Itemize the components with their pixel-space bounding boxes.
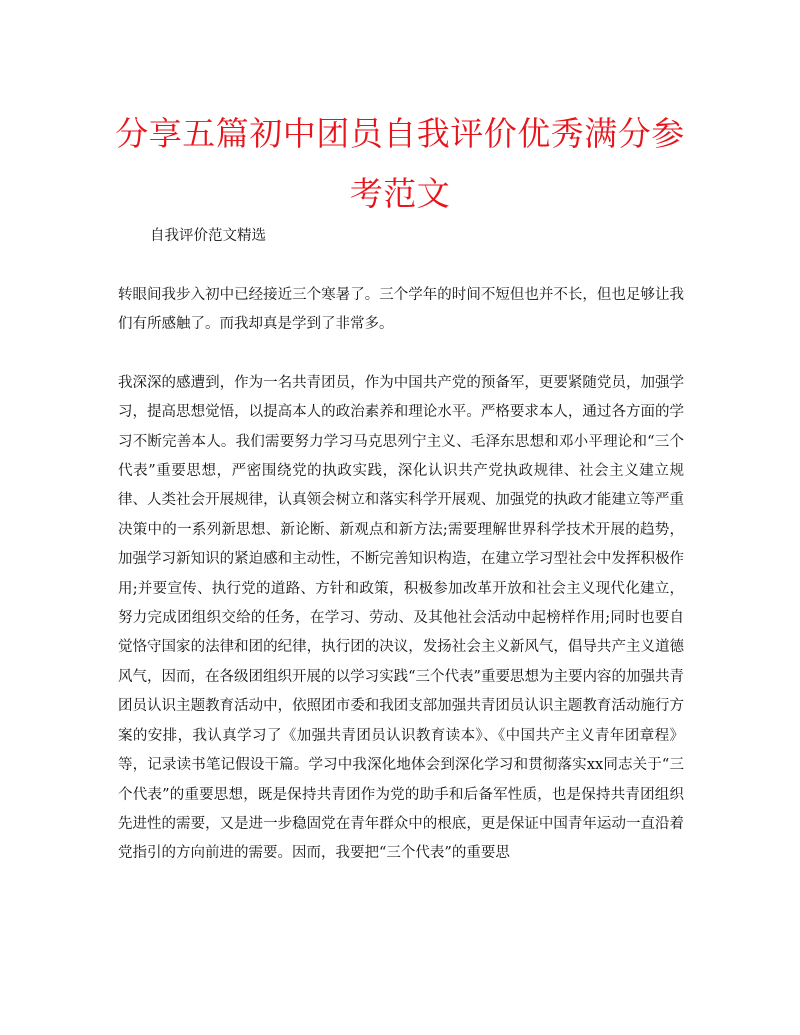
document-body	[118, 281, 684, 869]
paragraph-main: 我深深的感遭到，作为一名共青团员，作为中国共产党的预备军，更要紧随党员，加强学习，提高思想觉悟，以提高本人的政治素养和理论水平。严格要求本人，通过各方面的学习不断完善本人。我们需要努力学习马克思列宁主义、毛泽东思想和邓小平理论和“三个代表”重要思想，严密围绕党的执政实践，深化认识共产党执政规律、社会主义建立规律、人类社会开展规律，认真领会树立和落实科学开展观、加强党的执政才能建立等严重决策中的一系列新思想、新论断、新观点和新方法;需要理解世界科学技术开展的趋势，加强学习新知识的紧迫感和主动性，不断完善知识构造，在建立学习型社会中发挥积极作用;并要宣传、执行党的道路、方针和政策，积极参加改革开放和社会主义现代化建立，努力完成团组织交给的任务，在学习、劳动、及其他社会活动中起榜样作用;同时也要自觉恪守国家的法律和团的纪律，执行团的决议，发扬社会主义新风气，倡导共产主义道德风气，因而，在各级团组织开展的以学习实践“三个代表”重要思想为主要内容的加强共青团员认识主题教育活动中，依照团市委和我团支部加强共青团员认识主题教育活动施行方案的安排，我认真学习了《加强共青团员认识教育读本》、《中国共产主义青年团章程》等，记录读书笔记假设干篇。学习中我深化地体会到深化学习和贯彻落实xx同志关于“三个代表”的重要思想，既是保持共青团作为党的助手和后备军性质，也是保持共青团组织先进性的需要，又是进一步稳固党在青年群众中的根底，更是保证中国青年运动一直沿着党指引的方向前进的需要。因而，我要把“三个代表”的重要思	[118, 374, 684, 862]
document-subtitle: 自我评价范文精选	[150, 228, 266, 244]
document-title: 分享五篇初中团员自我评价优秀满分参考范文	[115, 114, 685, 213]
paragraph-intro: 转眼间我步入初中已经接近三个寒暑了。三个学年的时间不短但也并不长，但也足够让我们有所感触了。而我却真是学到了非常多。	[118, 287, 684, 333]
